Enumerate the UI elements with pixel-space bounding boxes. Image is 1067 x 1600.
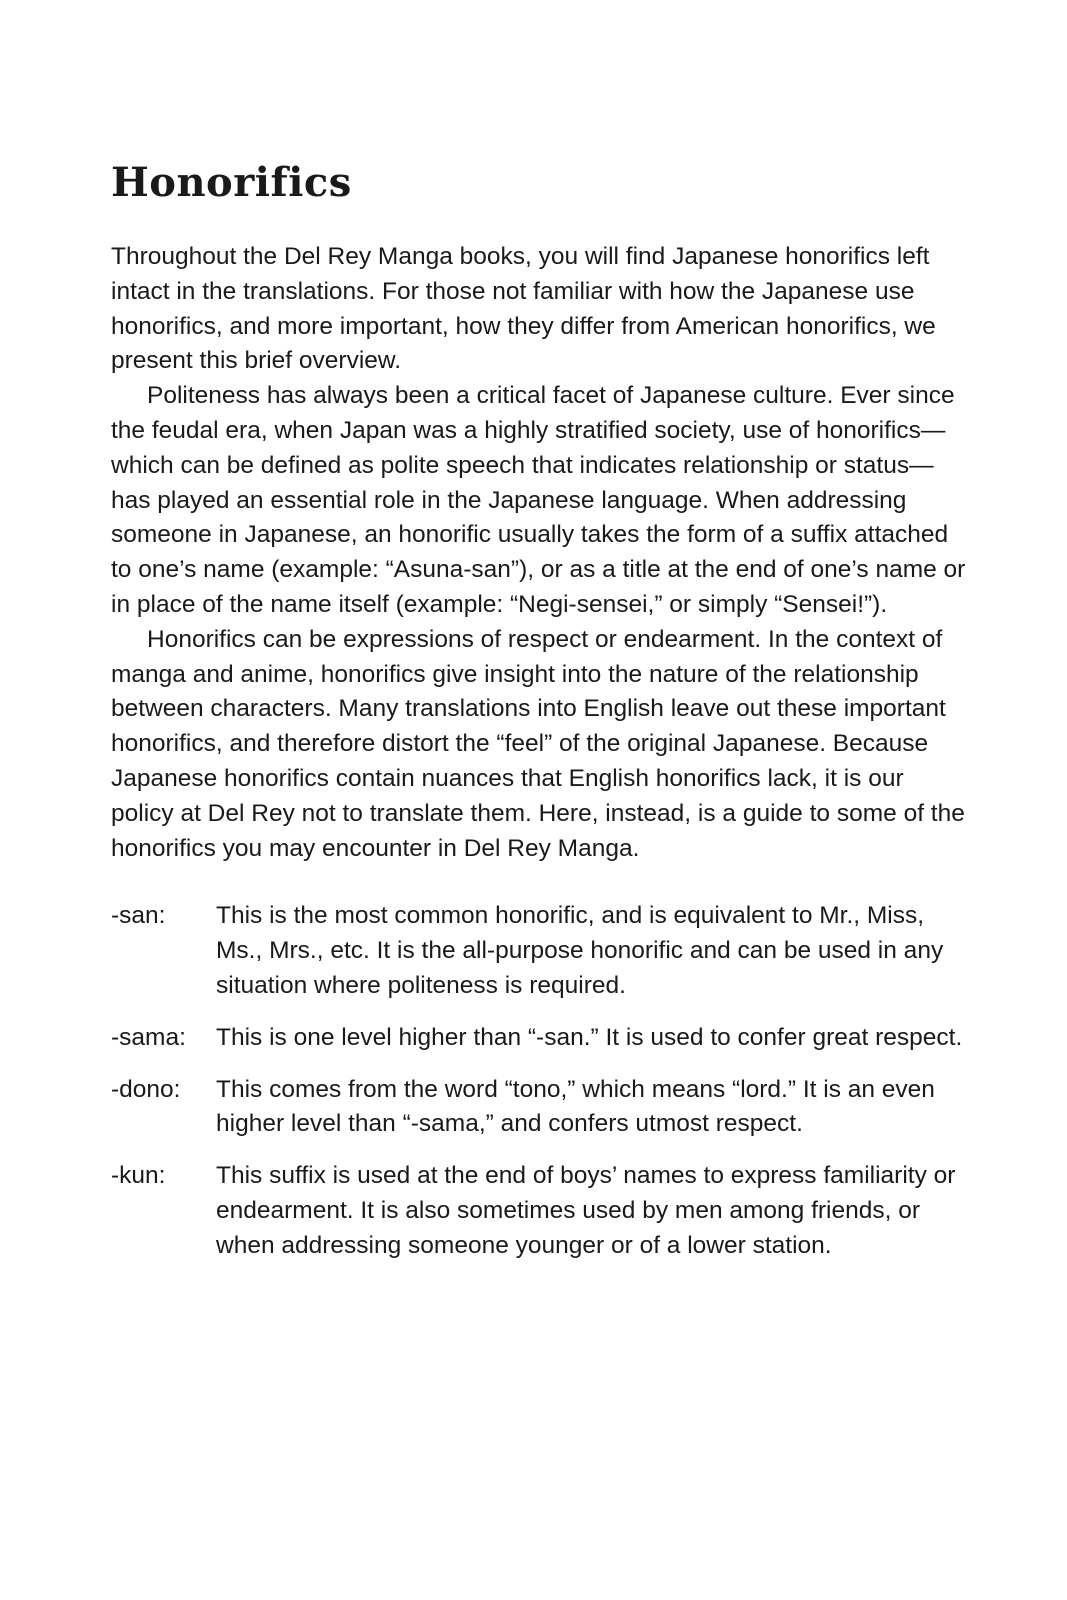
- paragraph-respect: Honorifics can be expressions of respect or endearment. In the context of manga and anime, honorifics give insight into the nature of the relationship between characters. Many translations into English leave out these important honorifics, and therefore distort the “feel” of the original Japanese. Because Japanese honorifics contain nuances that English honorifics lack, it is our policy at Del Rey not to translate them. Here, instead, is a guide to some of the honorifics you may encounter in Del Rey Manga.: [111, 625, 965, 862]
- glossary-term: -dono:: [111, 1075, 181, 1103]
- paragraph-intro: Throughout the Del Rey Manga books, you will find Japanese honorifics left intact in the translations. For those not familiar with how the Japanese use honorifics, and more important, how they differ from American honorifics, we present this brief overview.: [111, 243, 936, 375]
- glossary-entry-dono: [111, 1073, 971, 1143]
- glossary-entry-san: [111, 899, 971, 1003]
- honorifics-glossary: [111, 899, 971, 1263]
- glossary-term: -san:: [111, 902, 166, 930]
- glossary-definition: This is one level higher than “-san.” It is used to confer great respect.: [216, 1023, 963, 1051]
- glossary-definition: This is the most common honorific, and is equivalent to Mr., Miss, Ms., Mrs., etc. It is the all-purpose honorific and can be used in any situation where politeness is required.: [216, 902, 944, 999]
- glossary-entry-kun: [111, 1159, 971, 1263]
- glossary-term: -kun:: [111, 1162, 166, 1190]
- glossary-entry-sama: [111, 1021, 971, 1056]
- glossary-definition: This comes from the word “tono,” which means “lord.” It is an even higher level than “-sama,” and confers utmost respect.: [216, 1075, 935, 1138]
- page-title: Honorifics: [111, 159, 352, 206]
- page-content: [111, 158, 971, 1281]
- glossary-definition: This suffix is used at the end of boys’ names to express familiarity or endearment. It is also sometimes used by men among friends, or when addressing someone younger or of a lower station.: [216, 1162, 956, 1259]
- paragraph-politeness: Politeness has always been a critical facet of Japanese culture. Ever since the feudal era, when Japan was a highly stratified society, use of honorifics—which can be defined as polite speech that indicates relationship or status—has played an essential role in the Japanese language. When addressing someone in Japanese, an honorific usually takes the form of a suffix attached to one’s name (example: “Asuna-san”), or as a title at the end of one’s name or in place of the name itself (example: “Negi-sensei,” or simply “Sensei!”).: [111, 382, 966, 618]
- glossary-term: -sama:: [111, 1023, 186, 1051]
